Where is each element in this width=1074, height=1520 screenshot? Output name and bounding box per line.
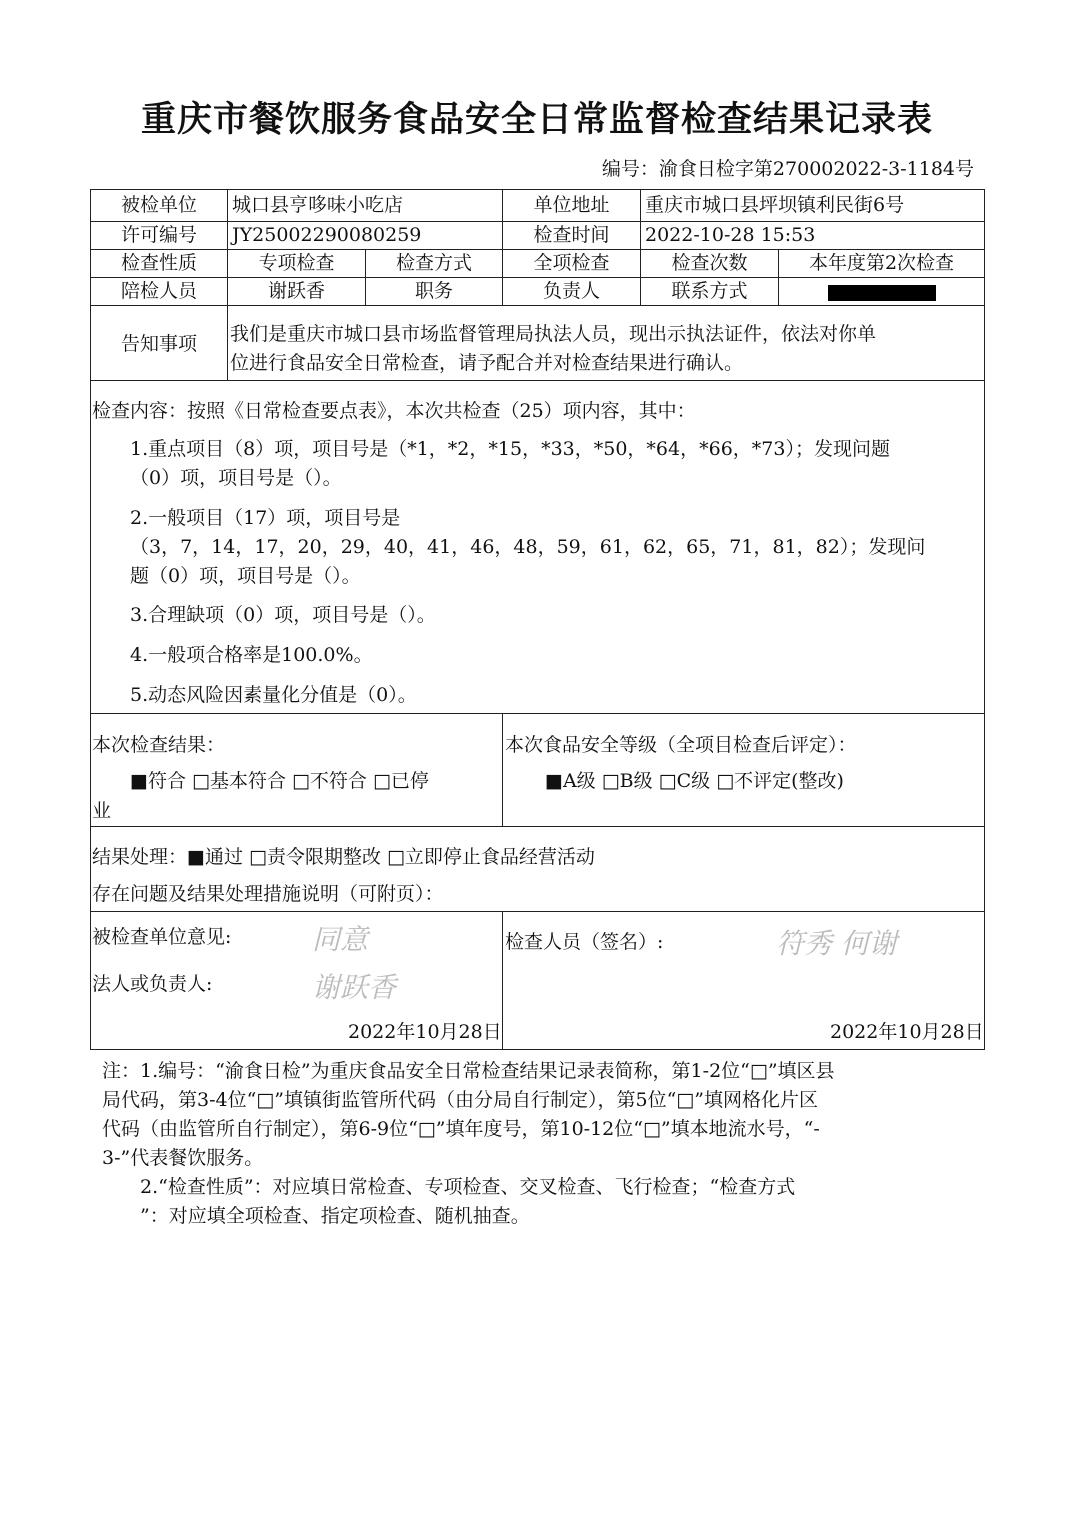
content-item-2-line-3: 题（0）项，项目号是（）。 (130, 565, 361, 587)
method-label: 检查方式 (395, 252, 472, 274)
result-options-line-1: ■符合 □基本符合 □不符合 □已停 (130, 770, 429, 792)
license-label: 许可编号 (120, 224, 197, 246)
unit-value: 城口县亨哆味小吃店 (232, 194, 404, 216)
left-date: 2022年10月28日 (348, 1021, 502, 1043)
escort-label: 陪检人员 (120, 280, 197, 302)
license-value: JY25002290080259 (232, 224, 422, 246)
content-item-5: 5.动态风险因素量化分值是（0）。 (130, 684, 417, 706)
inspector-label: 检查人员（签名）: (505, 931, 664, 953)
legal-person-label: 法人或负责人: (92, 973, 213, 995)
position-label: 职务 (414, 280, 453, 302)
document-number: 编号：渝食日检字第270002022-3-1184号 (601, 158, 974, 180)
handling-line: 结果处理：■通过 □责令限期整改 □立即停止食品经营活动 (92, 846, 595, 868)
right-date: 2022年10月28日 (830, 1021, 984, 1043)
content-item-1-line-2: （0）项，项目号是（）。 (130, 467, 342, 489)
note-line-5: 2.“检查性质”：对应填日常检查、专项检查、交叉检查、飞行检查；“检查方式 (140, 1176, 796, 1198)
note-line-4: 3-”代表餐饮服务。 (102, 1147, 264, 1169)
legal-person-signature: 谢跃香 (312, 971, 397, 1004)
note-line-2: 局代码，第3-4位“□”填镇街监管所代码（由分局自行制定），第5位“□”填网格化片区 (102, 1089, 818, 1111)
content-item-4: 4.一般项合格率是100.0%。 (130, 644, 373, 666)
note-line-3: 代码（由监管所自行制定），第6-9位“□”填年度号，第10-12位“□”填本地流水号，“- (102, 1118, 820, 1140)
content-intro: 检查内容：按照《日常检查要点表》，本次共检查（25）项内容，其中： (92, 400, 696, 422)
unit-opinion-signature: 同意 (312, 923, 369, 956)
result-options-line-2: 业 (92, 800, 112, 822)
nature-label: 检查性质 (120, 252, 197, 274)
grade-options: ■A级 □B级 □C级 □不评定(整改) (545, 770, 844, 792)
inspector-signature: 符秀 何谢 (776, 927, 897, 960)
unit-opinion-label: 被检查单位意见: (92, 926, 232, 948)
page-title: 重庆市餐饮服务食品安全日常监督检查结果记录表 (140, 100, 933, 140)
content-item-2-line-1: 2.一般项目（17）项，项目号是 (130, 507, 401, 529)
handling-explain: 存在问题及结果处理措施说明（可附页）： (92, 883, 444, 905)
address-label: 单位地址 (533, 194, 610, 216)
escort-value: 谢跃香 (267, 280, 325, 302)
content-item-1-line-1: 1.重点项目（8）项，项目号是（*1，*2，*15，*33，*50，*64，*66，*73）；发现问题 (130, 438, 890, 460)
contact-label: 联系方式 (671, 280, 748, 302)
note-line-1: 注：1.编号：“渝食日检”为重庆食品安全日常检查结果记录表简称，第1-2位“□”填区县 (102, 1060, 835, 1082)
count-value: 本年度第2次检查 (808, 252, 955, 274)
notice-line-1: 我们是重庆市城口县市场监督管理局执法人员，现出示执法证件，依法对你单 (230, 323, 877, 345)
content-item-2-line-2: （3，7，14，17，20，29，40，41，46，48，59，61，62，65，71，81，82）；发现问 (130, 536, 926, 558)
method-value: 全项检查 (533, 252, 610, 274)
count-label: 检查次数 (671, 252, 748, 274)
note-line-6: ”：对应填全项检查、指定项检查、随机抽查。 (140, 1205, 530, 1227)
time-label: 检查时间 (533, 224, 610, 246)
address-value: 重庆市城口县坪坝镇利民街6号 (645, 194, 905, 216)
redacted-contact (828, 285, 936, 301)
unit-label: 被检单位 (120, 194, 197, 216)
notice-label: 告知事项 (120, 333, 197, 355)
content-item-3: 3.合理缺项（0）项，项目号是（）。 (130, 604, 436, 626)
result-label: 本次检查结果： (92, 734, 226, 756)
notice-line-2: 位进行食品安全日常检查，请予配合并对检查结果进行确认。 (230, 352, 744, 374)
nature-value: 专项检查 (258, 252, 335, 274)
time-value: 2022-10-28 15:53 (645, 224, 816, 246)
grade-label: 本次食品安全等级（全项目检查后评定）： (505, 734, 857, 756)
position-value: 负责人 (542, 280, 600, 302)
